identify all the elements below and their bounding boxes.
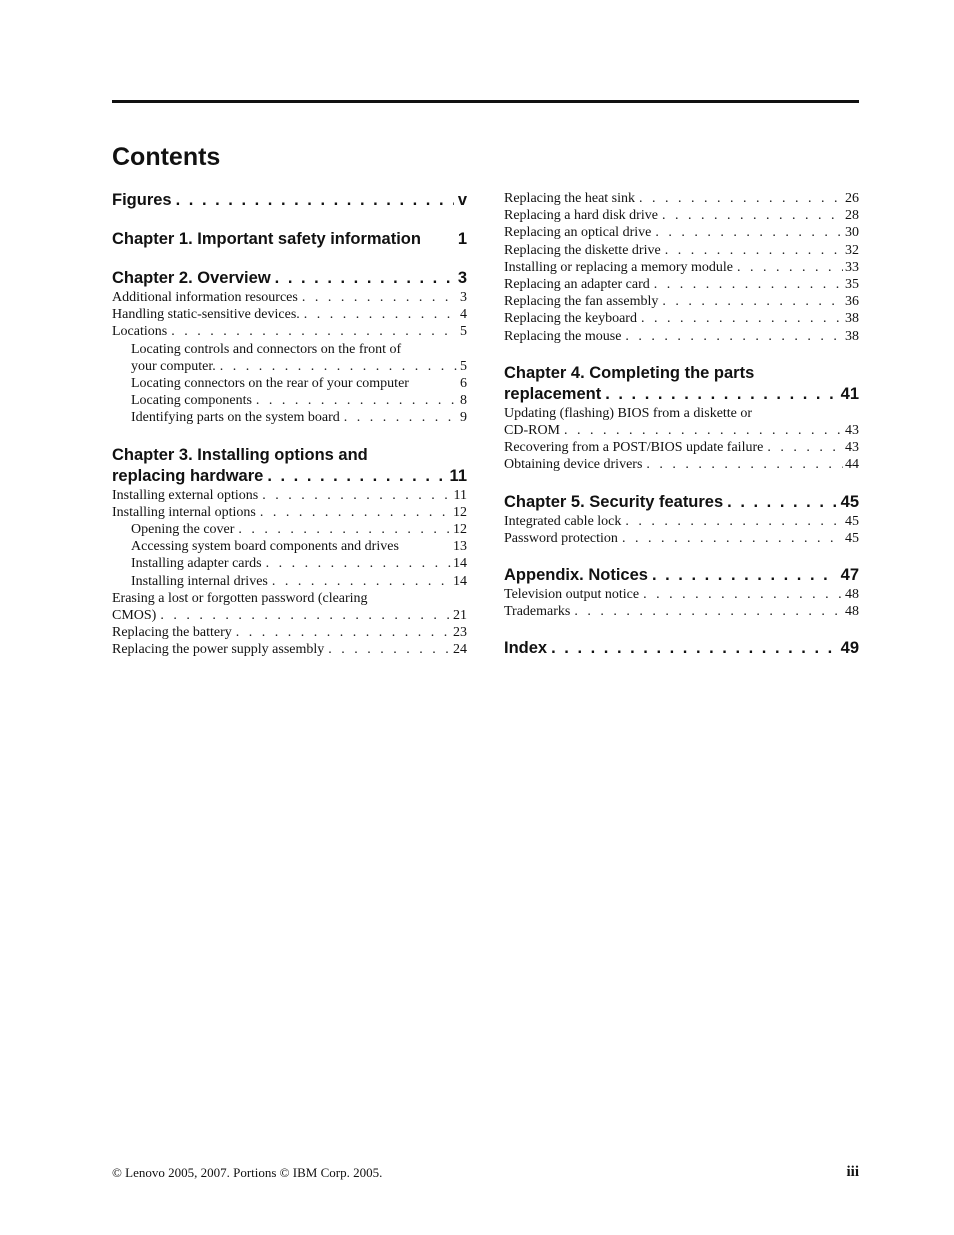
toc-entry[interactable] (112, 487, 467, 504)
footer-page-number: iii (846, 1164, 859, 1180)
toc-page-number: 4 (460, 307, 467, 323)
toc-entry[interactable] (112, 323, 467, 340)
toc-page-number: 36 (845, 294, 859, 310)
toc-entry[interactable] (112, 555, 467, 572)
toc-chapter-5[interactable] (504, 492, 859, 513)
toc-page-number: 5 (460, 324, 467, 340)
toc-page-number: 3 (460, 290, 467, 305)
toc-entry[interactable] (504, 328, 859, 345)
toc-chapter-title-cont: replacement (504, 384, 602, 403)
toc-entry[interactable] (112, 375, 467, 392)
toc-page-number: 9 (460, 410, 467, 426)
toc-page-number: 21 (453, 608, 467, 624)
toc-entry[interactable] (112, 641, 467, 658)
toc-chapter-title: Chapter 3. Installing options and (112, 445, 368, 464)
toc-page-number: 1 (457, 230, 467, 248)
toc-entry[interactable] (112, 341, 467, 375)
toc-entry-title: Television output notice (504, 587, 640, 603)
toc-entry-title: Trademarks (504, 604, 571, 620)
toc-appendix[interactable] (504, 565, 859, 586)
toc-entry[interactable] (504, 207, 859, 224)
toc-entry-title: Accessing system board components and drives (131, 539, 399, 555)
toc-chapter-title: Chapter 4. Completing the parts (504, 363, 755, 382)
toc-chapter-title: Chapter 2. Overview (112, 269, 271, 287)
toc-page-number: 23 (453, 625, 467, 641)
toc-index[interactable] (504, 638, 859, 659)
toc-page-number: 33 (845, 259, 859, 275)
toc-entry[interactable] (112, 409, 467, 426)
toc-page-number: 41 (840, 384, 859, 403)
toc-page-number: 43 (845, 423, 859, 439)
toc-entry[interactable] (504, 259, 859, 276)
toc-page-number: 14 (453, 573, 467, 589)
toc-page-number: 13 (453, 539, 467, 555)
toc-page-number: 11 (449, 466, 467, 485)
toc-right-column (504, 186, 859, 659)
toc-page-number: 45 (840, 492, 859, 511)
toc-page-number: 30 (845, 225, 859, 241)
toc-entry-title: Replacing the battery (112, 625, 232, 641)
toc-page-number: 5 (460, 358, 467, 374)
toc-entry[interactable] (504, 603, 859, 620)
toc-page-number: 8 (460, 393, 467, 409)
toc-entry[interactable] (112, 306, 467, 323)
toc-page-number: 14 (453, 556, 467, 572)
footer-copyright: © Lenovo 2005, 2007. Portions © IBM Corp. 2005. (112, 1165, 383, 1180)
toc-page-number: 43 (845, 440, 859, 456)
toc-page-number: 24 (453, 642, 467, 658)
toc-entry[interactable] (504, 530, 859, 547)
toc-page-number: 12 (453, 522, 467, 538)
toc-entry[interactable] (112, 289, 467, 306)
toc-entry-title: Replacing a hard disk drive (504, 208, 658, 224)
toc-chapter-figures[interactable] (112, 190, 467, 211)
toc-entry-title-cont: CMOS) (112, 608, 157, 624)
toc-page-number: 32 (845, 242, 859, 258)
toc-entry[interactable] (504, 276, 859, 293)
toc-page-number: 3 (457, 269, 467, 287)
toc-page-number: 48 (845, 604, 859, 620)
toc-chapter-title: Figures (112, 191, 172, 209)
toc-chapter-2[interactable] (112, 268, 467, 289)
toc-entry-title: Replacing an adapter card (504, 277, 650, 293)
toc-chapter-3[interactable] (112, 445, 467, 487)
toc-entry-title: Replacing the diskette drive (504, 242, 661, 258)
toc-page-number: 11 (453, 487, 467, 503)
toc-entry[interactable] (504, 242, 859, 259)
toc-page-number: 38 (845, 311, 859, 327)
toc-entry[interactable] (504, 456, 859, 473)
toc-page-number: v (457, 191, 467, 209)
toc-entry[interactable] (112, 538, 467, 555)
toc-entry-title: Erasing a lost or forgotten password (clearing (112, 590, 368, 606)
toc-entry-title-cont: your computer. (131, 358, 216, 374)
toc-entry-title: Password protection (504, 530, 618, 546)
toc-page-number: 49 (840, 639, 859, 658)
toc-entry-title: Identifying parts on the system board (131, 410, 340, 426)
toc-entry[interactable] (504, 190, 859, 207)
toc-page-number: 38 (845, 328, 859, 344)
toc-entry[interactable] (504, 310, 859, 327)
toc-entry-title: Locating controls and connectors on the front of (131, 341, 402, 357)
toc-entry-title: Replacing the fan assembly (504, 294, 659, 310)
toc-entry-title: Updating (flashing) BIOS from a diskette or (504, 405, 753, 421)
toc-entry-title: Installing adapter cards (131, 556, 262, 572)
toc-entry-title: Additional information resources (112, 290, 298, 305)
toc-chapter-4[interactable] (504, 363, 859, 405)
toc-chapter-1[interactable] (112, 229, 467, 250)
toc-page-number: 48 (845, 587, 859, 603)
toc-entry[interactable] (112, 624, 467, 641)
page-title: Contents (112, 143, 221, 171)
toc-entry[interactable] (504, 513, 859, 530)
toc-chapter-title: Chapter 1. Important safety information (112, 230, 421, 248)
toc-entry-title: Replacing the keyboard (504, 311, 637, 327)
toc-entry[interactable] (112, 504, 467, 521)
toc-left-column (112, 186, 467, 659)
toc-entry-title: Recovering from a POST/BIOS update failure (504, 440, 764, 456)
toc-page-number: 45 (845, 513, 859, 529)
toc-entry-title: Handling static-sensitive devices. (112, 307, 300, 323)
toc-chapter-title: Index (504, 639, 548, 658)
toc-page-number: 6 (460, 376, 467, 392)
toc-entry-title: Obtaining device drivers (504, 457, 643, 473)
toc-entry[interactable] (112, 521, 467, 538)
toc-entry-title: Replacing the power supply assembly (112, 642, 325, 658)
toc-entry[interactable] (504, 405, 859, 439)
toc-page-number: 26 (845, 191, 859, 206)
toc-entry-title: Replacing the mouse (504, 328, 622, 344)
toc-entry-title: Replacing the heat sink (504, 191, 636, 206)
toc-page-number: 45 (845, 530, 859, 546)
toc-entry-title: Installing or replacing a memory module (504, 259, 733, 275)
toc-chapter-title: Appendix. Notices (504, 566, 648, 585)
toc-entry-title: Locations (112, 324, 168, 340)
toc-entry-title: Installing internal drives (131, 573, 268, 589)
toc-entry[interactable] (504, 586, 859, 603)
toc-entry[interactable] (504, 293, 859, 310)
toc-entry-title: Locating components (131, 393, 252, 409)
toc-entry-title: Installing external options (112, 487, 259, 503)
toc-chapter-title: Chapter 5. Security features (504, 492, 724, 511)
toc-entry-title: Installing internal options (112, 504, 256, 520)
toc-entry[interactable] (112, 573, 467, 590)
toc-entry-title: Replacing an optical drive (504, 225, 652, 241)
toc-entry[interactable] (504, 224, 859, 241)
toc-page-number: 12 (453, 504, 467, 520)
toc-page-number: 47 (840, 566, 859, 585)
toc-entry[interactable] (112, 590, 467, 624)
toc-entry-title: Opening the cover (131, 522, 235, 538)
top-rule (112, 100, 859, 103)
toc-chapter-title-cont: replacing hardware (112, 466, 264, 485)
toc-entry[interactable] (504, 439, 859, 456)
toc-entry-title: Locating connectors on the rear of your computer (131, 376, 409, 392)
toc-page-number: 28 (845, 208, 859, 224)
toc-entry-title: Integrated cable lock (504, 513, 622, 529)
toc-entry-title-cont: CD-ROM (504, 423, 561, 439)
toc-page-number: 44 (845, 457, 859, 473)
toc-page-number: 35 (845, 277, 859, 293)
toc-entry[interactable] (112, 392, 467, 409)
